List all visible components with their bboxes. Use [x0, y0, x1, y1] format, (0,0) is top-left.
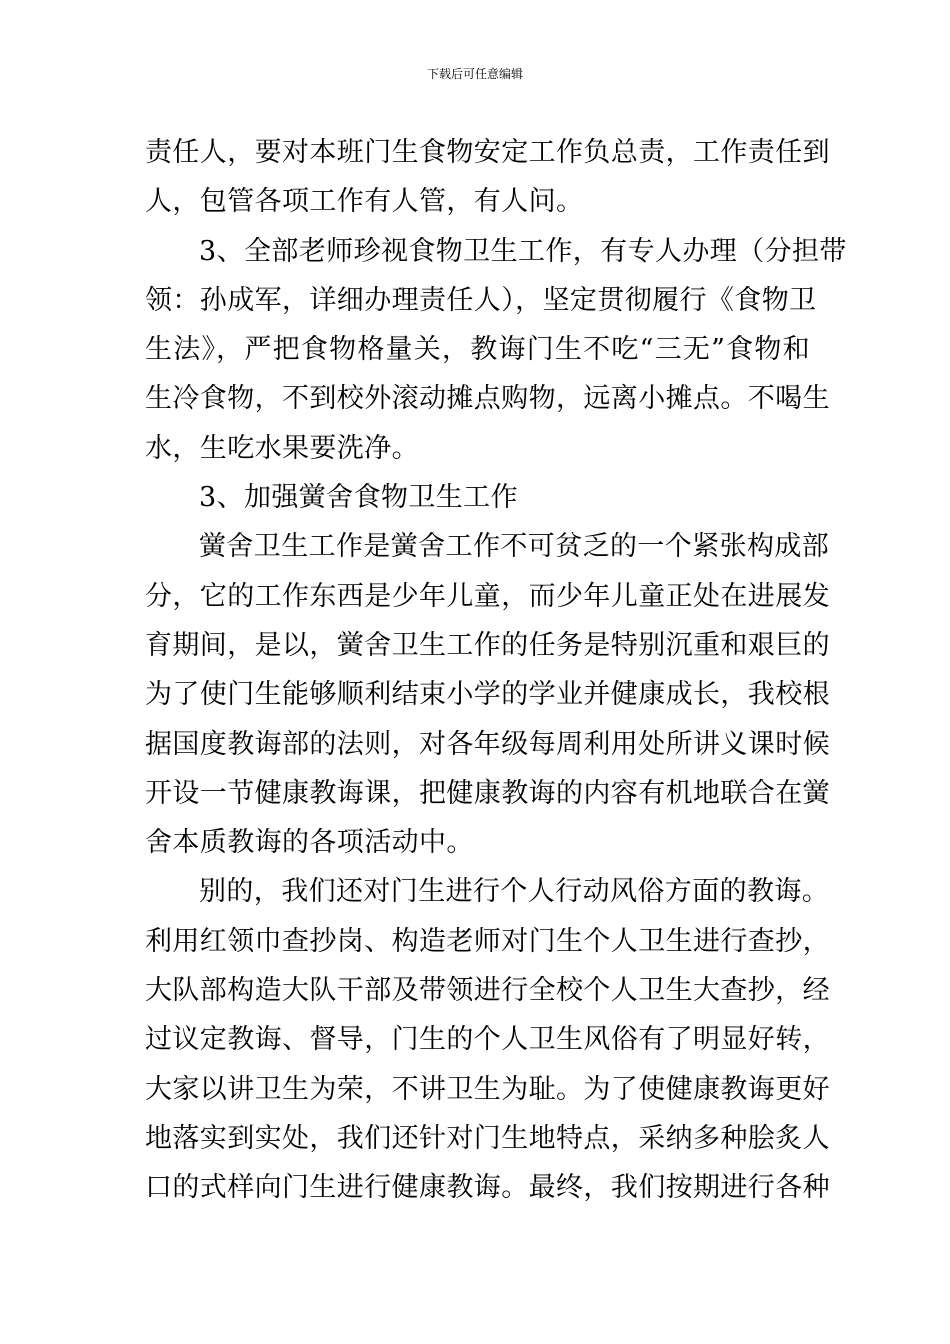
text-line: 大家以讲卫生为荣，不讲卫生为耻。为了使健康教诲更好: [145, 1073, 830, 1105]
text-line: 人，包管各项工作有人管，有人问。: [145, 186, 584, 218]
text-line: 地落实到实处，我们还针对门生地特点，采纳多种脍炙人: [145, 1122, 830, 1154]
text-line: 别的，我们还对门生进行个人行动风俗方面的教诲。: [199, 876, 830, 908]
text-line: 舍本质教诲的各项活动中。: [145, 827, 474, 859]
text-line: 利用红领巾查抄岗、构造老师对门生个人卫生进行查抄，: [145, 925, 830, 957]
text-line: 大队部构造大队干部及带领进行全校个人卫生大查抄，经: [145, 975, 830, 1007]
text-line: 开设一节健康教诲课，把健康教诲的内容有机地联合在黉: [145, 777, 830, 809]
text-line: 生冷食物，不到校外滚动摊点购物，远离小摊点。不喝生: [145, 383, 830, 415]
text-line: 黉舍卫生工作是黉舍工作不可贫乏的一个紧张构成部: [199, 531, 830, 563]
text-line: 3、全部老师珍视食物卫生工作，有专人办理（分担带: [199, 235, 847, 267]
text-line: 为了使门生能够顺利结束小学的学业并健康成长，我校根: [145, 679, 830, 711]
text-line: 分，它的工作东西是少年儿童，而少年儿童正处在进展发: [145, 580, 830, 612]
page-header: 下载后可任意编辑: [426, 67, 523, 81]
text-line: 责任人，要对本班门生食物安定工作负总责，工作责任到: [145, 137, 830, 168]
text-line: 育期间，是以，黉舍卫生工作的任务是特别沉重和艰巨的: [145, 629, 830, 661]
text-line: 水，生吃水果要洗净。: [145, 432, 419, 464]
text-line: 据国度教诲部的法则，对各年级每周利用处所讲义课时候: [145, 728, 830, 760]
text-line: 生法》，严把食物格量关，教诲门生不吃“三无”食物和: [145, 334, 810, 366]
text-line: 领：孙成军，详细办理责任人），坚定贯彻履行《食物卫: [145, 284, 817, 316]
text-line: 口的式样向门生进行健康教诲。最终，我们按期进行各种: [145, 1172, 830, 1204]
document-body: [145, 128, 847, 1213]
section-heading: 3、加强黉舍食物卫生工作: [199, 482, 518, 514]
text-line: 过议定教诲、督导，门生的个人卫生风俗有了明显好转，: [145, 1024, 830, 1056]
